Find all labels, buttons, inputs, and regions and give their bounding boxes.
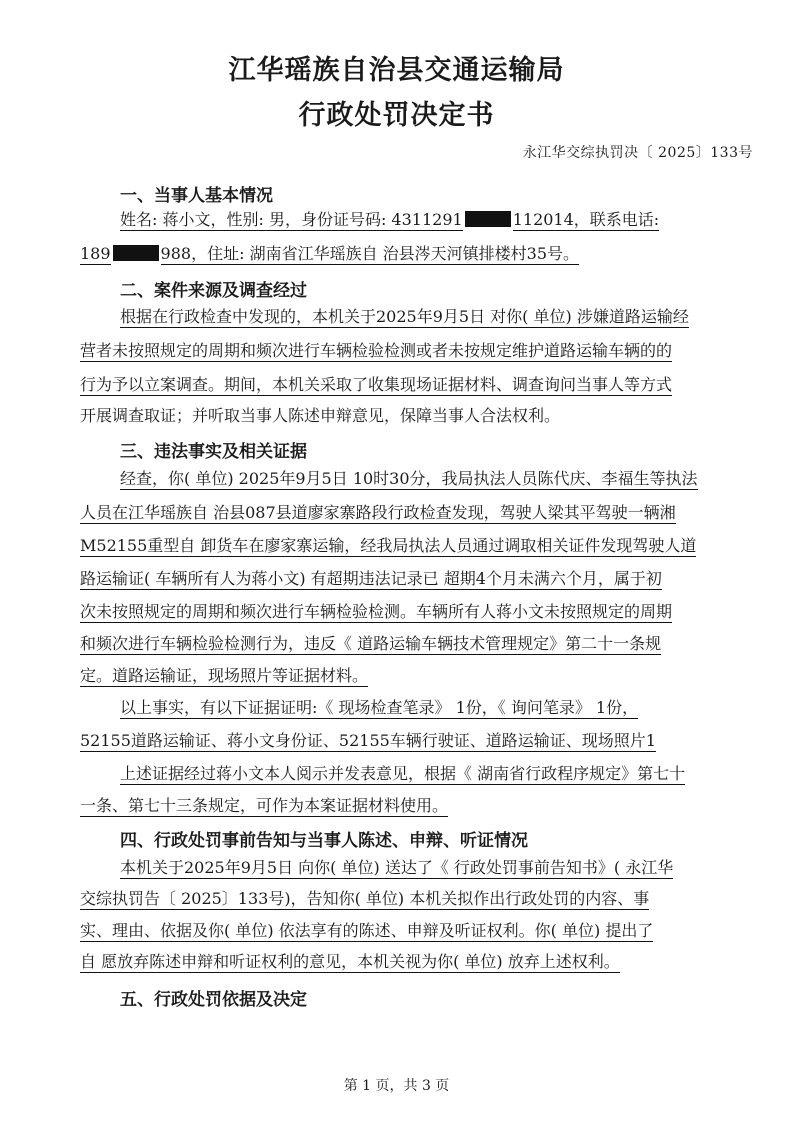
document-number: 永江华交综执罚决〔 2025〕133号	[522, 145, 753, 161]
line-text: 以上事实，有以下证据证明:《 现场检查笔录》 1份，《 询问笔录》 1份，	[120, 698, 639, 717]
document-type-title: 行政处罚决定书	[298, 100, 495, 131]
line-text: 一条、第七十三条规定，可作为本案证据材料使用。	[80, 796, 449, 815]
line-text: 自 愿放弃陈述申辩和听证权利的意见，本机关视为你( 单位) 放弃上述权利。	[80, 952, 620, 971]
redaction-block	[113, 245, 159, 261]
line-text: M52155重型自 卸货车在廖家寨运输，经我局执法人员通过调取相关证件发现驾驶人道	[80, 536, 697, 555]
line-text: 行为予以立案调查。期间，本机关采取了收集现场证据材料、调查询问当事人等方式	[80, 375, 673, 394]
line-text: 根据在行政检查中发现的，本机关于2025年9月5日 对你( 单位) 涉嫌道路运输经	[120, 307, 689, 326]
line-text: 经查，你( 单位) 2025年9月5日 10时30分，我局执法人员陈代庆、李福生等执法	[120, 469, 698, 488]
paragraph-line	[80, 374, 672, 396]
paragraph-line	[120, 763, 685, 785]
paragraph-line	[80, 535, 696, 557]
party-info-text: 姓名: 蒋小文，性别: 男，身份证号码: 4311291	[120, 210, 463, 229]
paragraph-line	[80, 601, 672, 623]
paragraph-line	[120, 857, 673, 879]
paragraph-line	[80, 888, 649, 910]
paragraph-line	[120, 697, 638, 719]
section-heading-case-source: 二、案件来源及调查经过	[120, 281, 307, 301]
party-info-text: 988，住址: 湖南省江华瑶族自 治县涔天河镇排楼村35号。	[160, 244, 580, 263]
section-heading-penalty-basis: 五、行政处罚依据及决定	[120, 990, 307, 1010]
document-org-title: 江华瑶族自治县交通运输局	[228, 55, 565, 86]
paragraph-line	[80, 568, 662, 590]
section-heading-party-info: 一、当事人基本情况	[120, 186, 273, 206]
paragraph-line	[80, 340, 672, 362]
section-heading-prior-notice: 四、行政处罚事前告知与当事人陈述、申辩、听证情况	[120, 831, 528, 851]
section-heading-violation-facts: 三、违法事实及相关证据	[120, 442, 307, 462]
paragraph-line	[80, 502, 676, 524]
line-text: 实、理由、依据及你( 单位) 依法享有的陈述、申辩及听证权利。你( 单位) 提出了	[80, 921, 654, 940]
paragraph-line	[120, 306, 689, 328]
paragraph-line	[80, 405, 560, 427]
paragraph-line	[80, 951, 620, 973]
page-footer: 第 1 页，共 3 页	[343, 1078, 450, 1094]
paragraph-line	[80, 795, 448, 817]
line-text: 营者未按照规定的周期和频次进行车辆检验检测或者未按规定维护道路运输车辆的的	[80, 341, 673, 360]
paragraph-line	[80, 920, 653, 942]
line-text: 上述证据经过蒋小文本人阅示并发表意见，根据《 湖南省行政程序规定》第七十	[120, 764, 686, 783]
line-text: 路运输证( 车辆所有人为蒋小文) 有超期违法记录已 超期4个月未满六个月，属于初	[80, 569, 662, 588]
party-info-line-2	[80, 243, 579, 265]
line-text: 本机关于2025年9月5日 向你( 单位) 送达了《 行政处罚事前告知书》( 永江华	[120, 858, 674, 877]
line-text: 52155道路运输证、蒋小文身份证、52155车辆行驶证、道路运输证、现场照片1	[80, 731, 656, 750]
paragraph-line	[80, 730, 656, 752]
party-info-line-1	[120, 209, 659, 231]
paragraph-line	[80, 665, 368, 687]
line-text: 定。道路运输证，现场照片等证据材料。	[80, 666, 369, 685]
line-text: 开展调查取证；并听取当事人陈述申辩意见，保障当事人合法权利。	[80, 406, 561, 425]
line-text: 人员在江华瑶族自 治县087县道廖家寨路段行政检查发现，驾驶人梁其平驾驶一辆湘	[80, 503, 676, 522]
paragraph-line	[80, 633, 661, 655]
party-info-text: 189	[80, 244, 111, 263]
redaction-block	[465, 211, 511, 227]
paragraph-line	[120, 468, 698, 490]
line-text: 次未按照规定的周期和频次进行车辆检验检测。车辆所有人蒋小文未按照规定的周期	[80, 602, 673, 621]
party-info-text: 112014，联系电话:	[512, 210, 660, 229]
line-text: 和频次进行车辆检验检测行为，违反《 道路运输车辆技术管理规定》第二十一条规	[80, 634, 662, 653]
line-text: 交综执罚告〔 2025〕133号)，告知你( 单位) 本机关拟作出行政处罚的内容、事	[80, 889, 650, 908]
